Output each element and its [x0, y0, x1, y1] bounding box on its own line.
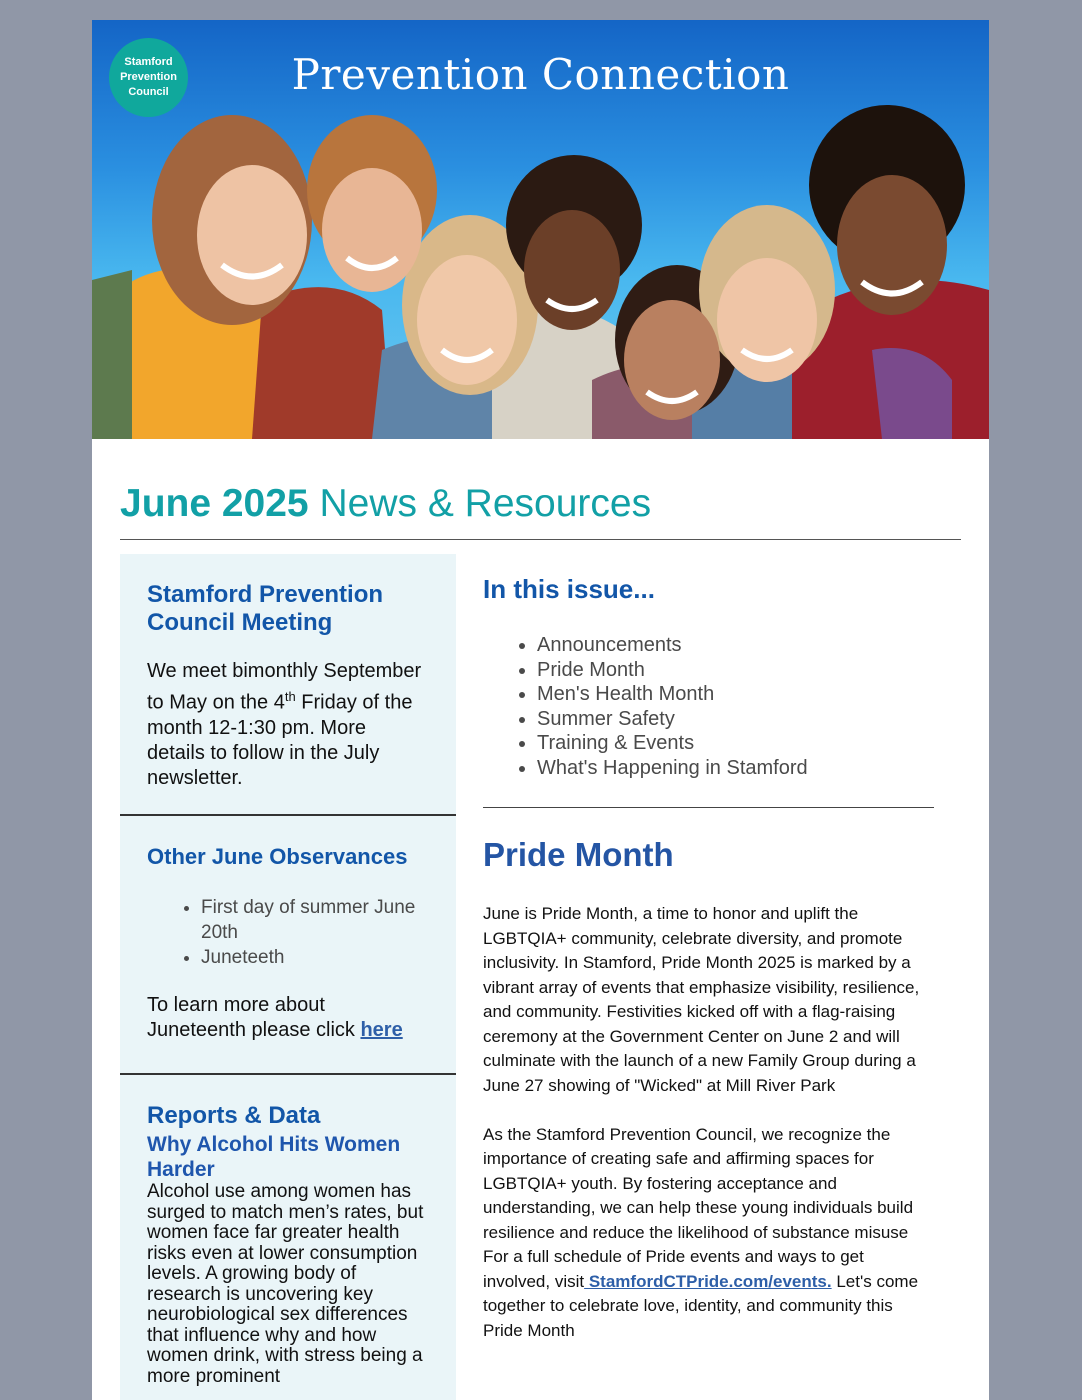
list-item: • Juneteeth	[201, 945, 429, 970]
meeting-text-part: Friday of the month 12-1:30 pm. More details to follow in the July newsletter.	[147, 691, 413, 789]
pride-title: Pride Month	[483, 836, 674, 873]
juneteenth-text-part: To learn more about Juneteenth please click	[147, 994, 361, 1041]
pride-events-link[interactable]: StamfordCTPride.com/events.	[584, 1271, 832, 1291]
issue-heading-rest: News & Resources	[308, 482, 652, 525]
toc-item: • Pride Month	[537, 658, 934, 683]
issue-heading	[120, 482, 651, 526]
list-item: • First day of summer June 20th	[201, 895, 429, 945]
logo-line: Prevention	[120, 71, 177, 83]
reports-text: Alcohol use among women has surged to match men’s rates, but women face far greater health risks even at lower consumption levels. A growing body of research is uncovering key neurobiological sex differences that influence why and how women drink, with stress being a more prominent	[147, 1181, 424, 1387]
toc-item: • Announcements	[537, 633, 934, 658]
sidebar	[120, 554, 456, 1400]
logo-line: Stamford	[124, 56, 173, 68]
pride-text-part: As the Stamford Prevention Council, we recognize the importance of creating safe and affirming spaces for LGBTQIA+ youth. By fostering acceptance and understanding, we can help these young individuals build resilience and reduce the likelihood of substance misuse For a full schedule of Pride events and ways to get involved, visit	[483, 1124, 914, 1291]
issue-month: June 2025	[120, 482, 309, 525]
meeting-text-sup: th	[284, 689, 296, 704]
observances-list	[147, 895, 429, 970]
toc-list	[483, 633, 934, 780]
meeting-title: Stamford Prevention Council Meeting	[147, 581, 384, 636]
divider	[120, 539, 961, 540]
pride-body	[483, 902, 934, 1343]
newsletter	[92, 20, 989, 1400]
juneteenth-text	[147, 993, 429, 1043]
logo-line: Council	[128, 86, 169, 98]
main-content	[483, 560, 934, 1343]
toc-title: In this issue...	[483, 574, 655, 604]
meeting-panel	[120, 554, 456, 814]
divider	[483, 807, 934, 808]
meeting-text-part: We meet bimonthly September to May on the 4	[147, 660, 422, 714]
meeting-text	[147, 659, 429, 791]
observances-panel	[120, 814, 456, 1073]
reports-title: Reports & Data	[147, 1102, 321, 1129]
toc-item: • Summer Safety	[537, 707, 934, 732]
toc-item: • Men's Health Month	[537, 682, 934, 707]
juneteenth-link[interactable]: here	[360, 1019, 403, 1041]
hero-banner	[92, 20, 989, 439]
reports-panel	[120, 1073, 456, 1400]
pride-paragraph	[483, 1123, 934, 1344]
observances-title: Other June Observances	[147, 844, 408, 869]
toc-item: • Training & Events	[537, 731, 934, 756]
reports-subtitle: Why Alcohol Hits Women Harder	[147, 1133, 401, 1181]
toc-item: • What's Happening in Stamford	[537, 756, 934, 781]
newsletter-title: Prevention Connection	[291, 50, 790, 99]
pride-paragraph: June is Pride Month, a time to honor and uplift the LGBTQIA+ community, celebrate diversity, and promote inclusivity. In Stamford, Pride Month 2025 is marked by a vibrant array of events that emphasize visibility, resilience, and community. Festivities kicked off with a flag-raising ceremony at the Government Center on June 2 and will culminate with the launch of a new Family Group during a June 27 showing of "Wicked" at Mill River Park	[483, 904, 920, 1095]
pride-text-part: Let's come together to celebrate love, identity, and community this Pride Month	[483, 1271, 919, 1340]
